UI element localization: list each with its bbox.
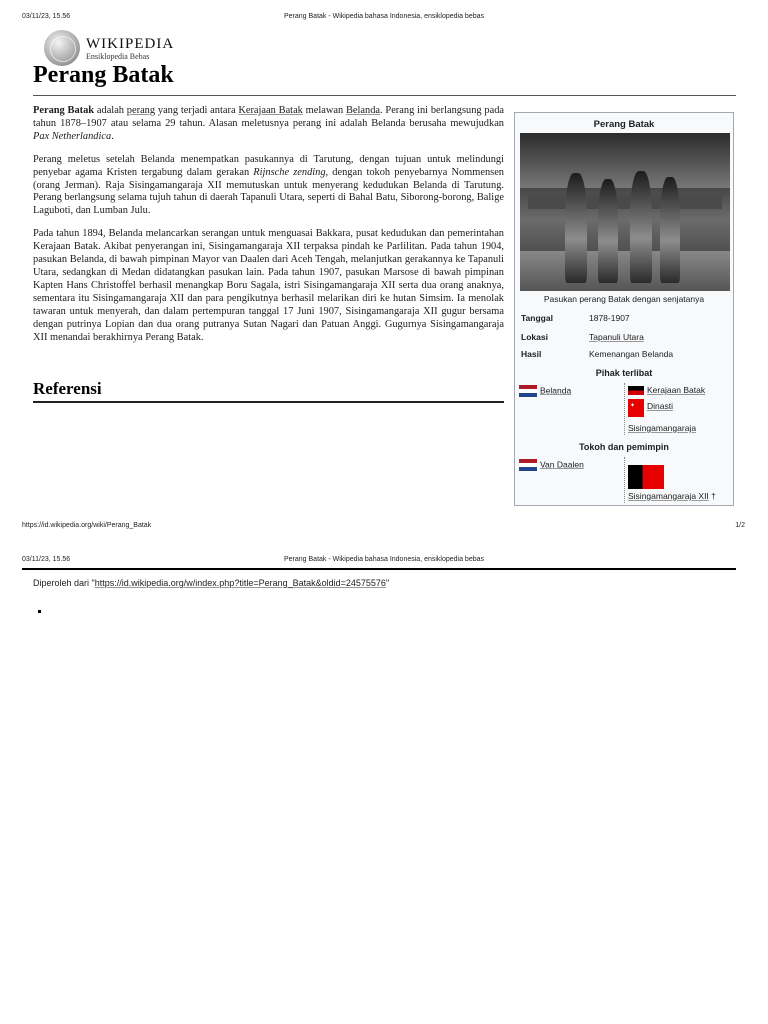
link-sisingamangaraja-xii[interactable]: Sisingamangaraja XII (628, 491, 709, 501)
infobox-title: Perang Batak (593, 119, 655, 130)
link-van-daalen[interactable]: Van Daalen (540, 459, 584, 470)
photo-caption: Pasukan perang Batak dengan senjatanya (543, 294, 705, 304)
leader-sisingamangaraja (628, 465, 733, 501)
wikipedia-logo[interactable] (44, 30, 174, 66)
text-run: Diperoleh dari " (33, 578, 95, 588)
batak-flag-icon (628, 386, 644, 395)
infobox (514, 112, 734, 506)
row-value: 1878-1907 (589, 313, 630, 323)
link-dinasti[interactable]: Dinasti (647, 400, 673, 411)
section-heading-referensi: Referensi (33, 379, 102, 398)
paragraph-intro (33, 105, 504, 144)
figure-icon (598, 179, 618, 283)
sisingamangaraja-banner-icon (628, 465, 664, 489)
side-batak (628, 384, 732, 434)
logo-tagline: Ensiklopedia Bebas (86, 51, 150, 61)
link-belanda-side[interactable]: Belanda (540, 385, 572, 396)
row-tanggal (521, 313, 630, 323)
footer-page-number: 1/2 (735, 522, 745, 529)
section-divider (33, 401, 504, 403)
side-belanda (519, 385, 571, 397)
figure-icon (660, 177, 680, 283)
row-hasil (521, 349, 673, 359)
link-tapanuli-utara[interactable]: Tapanuli Utara (589, 332, 644, 342)
intro-bold-term: Perang Batak (33, 105, 95, 116)
print-datetime: 03/11/23, 15.56 (22, 13, 71, 20)
text-run: " (385, 578, 390, 588)
row-lokasi (521, 332, 644, 342)
warriors-photo[interactable] (520, 133, 730, 291)
netherlands-flag-icon (519, 459, 537, 471)
paragraph-two (33, 154, 504, 219)
list-bullet (38, 610, 41, 613)
text-run: Perang meletus setelah Belanda menempatkan pasukannya di Tarutung, dengan tujuan untuk melindungi penyebar agama Kristen tergabung dalam gerakan (33, 153, 504, 178)
italic-term: Pax Netherlandica (33, 130, 112, 142)
text-run: , dengan tokoh penyebarnya Nommensen (orang Jerman). Raja Sisingamangaraja XII memutuskan untuk menyerang kedudukan Belanda di Tarutung. Perang berlangsung selama tujuh tahun di daerah Tapanuli Utara, seperti di Bahal Batu, Siborong-borong, Balige Laguboti, dan Lumban Julu. (33, 166, 505, 217)
text-run: melawan (302, 105, 346, 116)
permanent-link[interactable]: https://id.wikipedia.org/w/index.php?title=Perang_Batak&oldid=24575576 (94, 578, 386, 588)
text-run: . (111, 130, 114, 142)
belligerents-heading: Pihak terlibat (595, 368, 653, 378)
sisingamangaraja-flag-icon (628, 399, 644, 417)
leaders-heading: Tokoh dan pemimpin (579, 442, 669, 452)
link-perang[interactable]: perang (126, 105, 156, 116)
figure-icon (630, 171, 652, 283)
footer-url: https://id.wikipedia.org/wiki/Perang_Batak (22, 522, 152, 529)
text-run: adalah (94, 105, 127, 116)
column-divider (624, 383, 625, 435)
link-sisingamangaraja[interactable]: Sisingamangaraja (628, 423, 697, 433)
article-body (33, 105, 504, 354)
wikipedia-globe-icon (44, 30, 80, 66)
italic-term: Rijnsche zending (253, 166, 326, 178)
column-divider (624, 457, 625, 503)
link-belanda[interactable]: Belanda (345, 105, 381, 116)
text-run: . Perang ini berlangsung pada tahun 1878–1907 atau selama 29 tahun. Alasan meletusnya perang ini adalah Belanda berusaha mewujudkan (33, 105, 505, 129)
netherlands-flag-icon (519, 385, 537, 397)
row-label: Hasil (521, 349, 542, 359)
page2-divider (22, 568, 736, 570)
title-divider (33, 95, 736, 96)
page-title: Perang Batak (33, 62, 174, 88)
text-run: yang terjadi antara (155, 105, 239, 116)
link-kerajaan-batak-side[interactable]: Kerajaan Batak (647, 385, 706, 395)
dagger-mark: † (711, 491, 716, 501)
retrieved-from (33, 578, 389, 588)
row-value: Kemenangan Belanda (589, 349, 674, 359)
leader-van-daalen (519, 459, 584, 471)
logo-wordmark: WIKIPEDIA (86, 35, 175, 52)
row-label: Tanggal (521, 313, 553, 323)
print-title: Perang Batak - Wikipedia bahasa Indonesia, ensiklopedia bebas (283, 556, 485, 563)
print-title: Perang Batak - Wikipedia bahasa Indonesia, ensiklopedia bebas (283, 13, 485, 20)
link-kerajaan-batak[interactable]: Kerajaan Batak (238, 105, 303, 116)
row-label: Lokasi (521, 332, 548, 342)
figure-icon (565, 173, 587, 283)
paragraph-three: Pada tahun 1894, Belanda melancarkan serangan untuk menguasai Bakkara, pusat kedudukan dan pemerintahan Kerajaan Batak. Akibat penyerangan ini, Sisingamangaraja XII terpaksa pindah ke Parlilitan. Pada tahun 1904, pasukan Belanda, di bawah pimpinan Mayor van Daalen dari Aceh Tengah, melanjutkan gerakannya ke Tapanuli Utara, sedangkan di Medan didatangkan pasukan lain. Pada tahun 1907, pasukan Marsose di bawah pimpinan Kapten Hans Christoffel berhasil menangkap Boru Sagala, istri Sisingamangaraja XII serta dua orang anaknya, sementara itu Sisingamangaraja XII dan para pengikutnya berhasil melarikan diri ke hutan Simsim. Ia menolak tawaran untuk menyerah, dan dalam pertempuran tanggal 17 Juni 1907, Sisingamangaraja XII gugur bersama dengan putrinya Lopian dan dua orang putranya Sutan Nagari dan Patuan Anggi. Gugurnya Sisingamangaraja XII menandai berakhirnya Perang Batak. (33, 228, 504, 343)
print-datetime: 03/11/23, 15.56 (22, 556, 71, 563)
